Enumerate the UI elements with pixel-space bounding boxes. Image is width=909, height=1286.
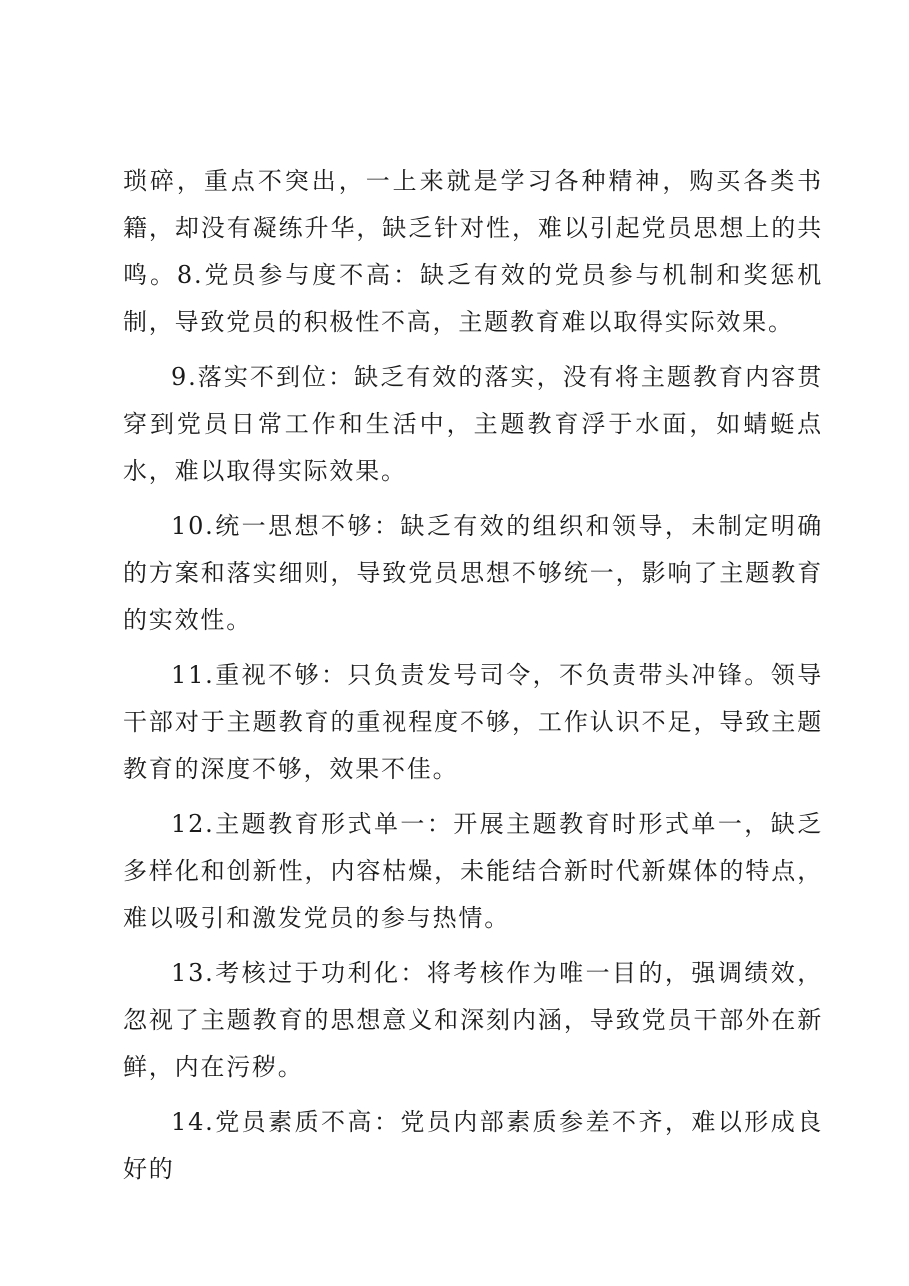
paragraph-item-13: 13.考核过于功利化：将考核作为唯一目的，强调绩效，忽视了主题教育的思想意义和深刻内涵，导致党员干部外在新鲜，内在污秽。 (123, 959, 823, 1081)
paragraph-item-9: 9.落实不到位：缺乏有效的落实，没有将主题教育内容贯穿到党员日常工作和生活中，主题教育浮于水面，如蜻蜓点水，难以取得实际效果。 (123, 363, 823, 485)
paragraph-continued: 琐碎，重点不突出，一上来就是学习各种精神，购买各类书籍，却没有凝练升华，缺乏针对性，难以引起党员思想上的共鸣。8.党员参与度不高：缺乏有效的党员参与机制和奖惩机制，导致党员的积极性不高，主题教育难以取得实际效果。 (123, 167, 823, 336)
paragraph-item-12: 12.主题教育形式单一：开展主题教育时形式单一，缺乏多样化和创新性，内容枯燥，未能结合新时代新媒体的特点，难以吸引和激发党员的参与热情。 (123, 810, 823, 932)
paragraph-item-10: 10.统一思想不够：缺乏有效的组织和领导，未制定明确的方案和落实细则，导致党员思想不够统一，影响了主题教育的实效性。 (123, 512, 823, 634)
document-body (123, 158, 823, 1201)
paragraph-item-11: 11.重视不够：只负责发号司令，不负责带头冲锋。领导干部对于主题教育的重视程度不够，工作认识不足，导致主题教育的深度不够，效果不佳。 (123, 661, 823, 783)
paragraph-item-14: 14.党员素质不高：党员内部素质参差不齐，难以形成良好的 (123, 1108, 823, 1183)
